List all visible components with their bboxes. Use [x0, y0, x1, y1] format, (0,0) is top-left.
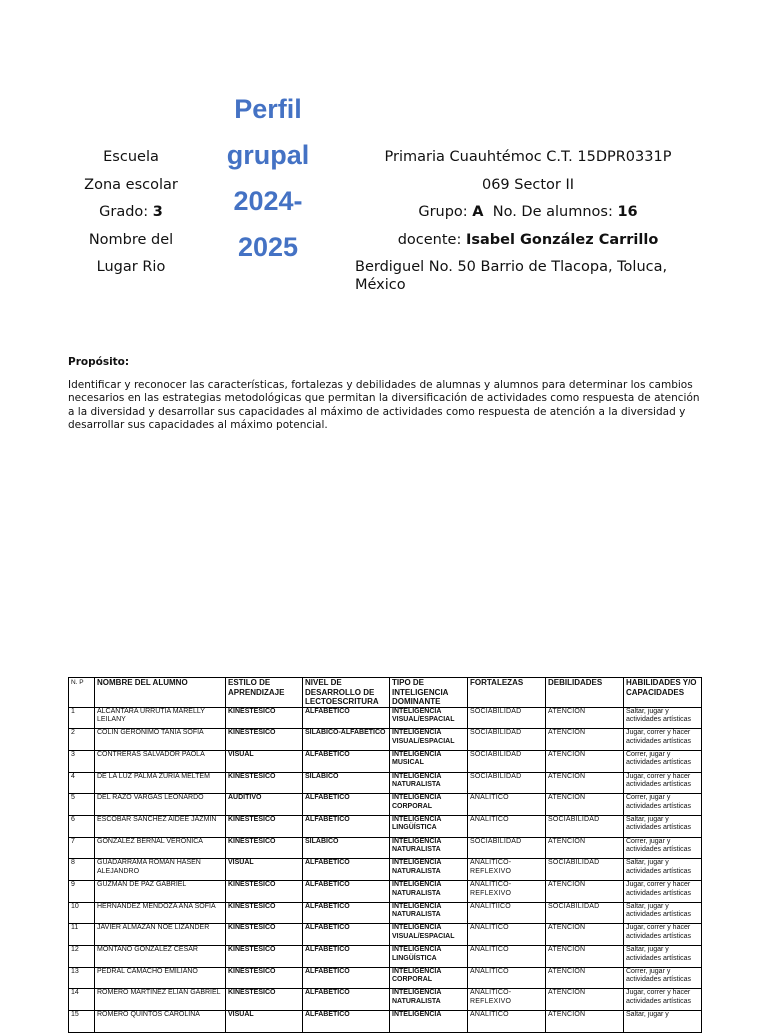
document-title: [212, 86, 324, 270]
school-info-labels: [66, 144, 196, 282]
cell-learning-style: KINESTESICO: [226, 772, 303, 794]
cell-abilities: Correr, jugar y actividades artísticas: [624, 750, 702, 772]
title-line: 2025: [237, 232, 299, 262]
table-row: [69, 815, 702, 837]
cell-literacy-level: ALFABETICO: [303, 1011, 390, 1033]
cell-number: 14: [69, 989, 95, 1011]
table-row: [69, 772, 702, 794]
table-row: [69, 707, 702, 729]
cell-weaknesses: ATENCION: [546, 837, 624, 859]
cell-intelligence: INTELIGENCIA: [390, 1011, 468, 1033]
cell-weaknesses: ATENCION: [546, 881, 624, 903]
table-row: [69, 729, 702, 751]
alumnos-label: No. De alumnos:: [492, 204, 613, 220]
cell-learning-style: KINESTESICO: [226, 946, 303, 968]
cell-learning-style: KINESTESICO: [226, 729, 303, 751]
table-row: [69, 902, 702, 924]
cell-strengths: ANALITICO: [468, 924, 546, 946]
cell-number: 15: [69, 1011, 95, 1033]
cell-student-name: HERNANDEZ MENDOZA ANA SOFIA: [95, 902, 226, 924]
cell-literacy-level: ALFABETICO: [303, 989, 390, 1011]
title-line: Perfil: [234, 94, 302, 124]
cell-student-name: JAVIER ALMAZAN NOE LIZANDER: [95, 924, 226, 946]
cell-abilities: Jugar, correr y hacer actividades artísticas: [624, 729, 702, 751]
table-row: [69, 967, 702, 989]
cell-literacy-level: ALFABETICO: [303, 924, 390, 946]
label-grado: [66, 199, 196, 227]
cell-student-name: DE LA LUZ PALMA ZURIA MELTEM: [95, 772, 226, 794]
cell-number: 7: [69, 837, 95, 859]
cell-learning-style: VISUAL: [226, 1011, 303, 1033]
cell-strengths: ANALITICO-REFLEXIVO: [468, 989, 546, 1011]
label-escuela: Escuela: [103, 149, 159, 165]
grupo-line: [352, 199, 704, 227]
cell-abilities: Correr, jugar y actividades artísticas: [624, 794, 702, 816]
cell-weaknesses: SOCIABILIDAD: [546, 859, 624, 881]
cell-weaknesses: ATENCION: [546, 729, 624, 751]
header-level: NIVEL DE DESARROLLO DE LECTOESCRITURA: [303, 678, 390, 708]
cell-learning-style: VISUAL: [226, 750, 303, 772]
cell-weaknesses: SOCIABILIDAD: [546, 815, 624, 837]
purpose-label: Propósito:: [68, 356, 130, 368]
cell-strengths: ANALITICO-REFLEXIVO: [468, 881, 546, 903]
table-row: [69, 837, 702, 859]
cell-intelligence: INTELIGENCIA NATURALISTA: [390, 902, 468, 924]
cell-literacy-level: ALFABETICO: [303, 902, 390, 924]
cell-student-name: COLIN GERONIMO TANIA SOFIA: [95, 729, 226, 751]
header-intelligence: TIPO DE INTELIGENCIA DOMINANTE: [390, 678, 468, 708]
cell-abilities: Saltar, jugar y actividades artísticas: [624, 859, 702, 881]
cell-intelligence: INTELIGENCIA VISUAL/ESPACIAL: [390, 924, 468, 946]
alumnos-value: 16: [617, 204, 638, 220]
cell-intelligence: INTELIGENCIA NATURALISTA: [390, 989, 468, 1011]
grupo-value: A: [472, 204, 484, 220]
cell-abilities: Jugar, correr y hacer actividades artísticas: [624, 881, 702, 903]
cell-weaknesses: ATENCION: [546, 772, 624, 794]
cell-student-name: CONTRERAS SALVADOR PAOLA: [95, 750, 226, 772]
label-nombre: Nombre del: [88, 231, 174, 248]
cell-number: 13: [69, 967, 95, 989]
table-row: [69, 881, 702, 903]
cell-strengths: SOCIABILIDAD: [468, 729, 546, 751]
cell-learning-style: KINESTESICO: [226, 924, 303, 946]
label-lugar: Lugar Rio: [96, 259, 166, 275]
cell-number: 2: [69, 729, 95, 751]
cell-weaknesses: ATENCION: [546, 989, 624, 1011]
title-line: 2024-: [233, 186, 303, 216]
cell-student-name: ROMERO QUINTOS CAROLINA: [95, 1011, 226, 1033]
cell-strengths: ANALITICO: [468, 794, 546, 816]
cell-abilities: Saltar, jugar y actividades artísticas: [624, 946, 702, 968]
cell-intelligence: INTELIGENCIA NATURALISTA: [390, 837, 468, 859]
cell-weaknesses: ATENCION: [546, 794, 624, 816]
cell-literacy-level: ALFABETICO: [303, 750, 390, 772]
cell-student-name: MONTAÑO GONZALEZ CESAR: [95, 946, 226, 968]
cell-number: 5: [69, 794, 95, 816]
cell-learning-style: KINESTESICO: [226, 902, 303, 924]
cell-literacy-level: SILABICO: [303, 772, 390, 794]
cell-intelligence: INTELIGENCIA NATURALISTA: [390, 881, 468, 903]
cell-abilities: Jugar, correr y hacer actividades artísticas: [624, 989, 702, 1011]
header-weaknesses: DEBILIDADES: [546, 678, 624, 708]
cell-number: 1: [69, 707, 95, 729]
cell-intelligence: INTELIGENCIA CORPORAL: [390, 967, 468, 989]
zone-value: 069 Sector II: [481, 176, 575, 193]
cell-abilities: Saltar, jugar y actividades artísticas: [624, 902, 702, 924]
cell-literacy-level: SILABICO-ALFABETICO: [303, 729, 390, 751]
cell-literacy-level: ALFABETICO: [303, 707, 390, 729]
cell-weaknesses: ATENCION: [546, 967, 624, 989]
cell-literacy-level: ALFABETICO: [303, 815, 390, 837]
docente-label: docente:: [397, 231, 462, 248]
cell-student-name: ROMERO MARTINEZ ELIAN GABRIEL: [95, 989, 226, 1011]
cell-literacy-level: ALFABETICO: [303, 794, 390, 816]
cell-strengths: ANALITICO: [468, 967, 546, 989]
header-style: ESTILO DE APRENDIZAJE: [226, 678, 303, 708]
purpose-text: Identificar y reconocer las características, fortalezas y debilidades de alumnas y alumnos para determinar los cambios necesarios en las estrategias metodológicas que permitan la diversificación de actividades como respuesta de atención a la diversidad y desarrollar sus capacidades al máximo de actividades como respuesta de atención a la diversidad y desarrollar sus capacidades al máximo potencial.: [68, 378, 700, 432]
cell-learning-style: KINESTESICO: [226, 967, 303, 989]
cell-student-name: PEDRAL CAMACHO EMILIANO: [95, 967, 226, 989]
cell-intelligence: INTELIGENCIA NATURALISTA: [390, 859, 468, 881]
header-name: NOMBRE DEL ALUMNO: [95, 678, 226, 708]
cell-number: 8: [69, 859, 95, 881]
address: Berdiguel No. 50 Barrio de Tlacopa, Toluca, México: [355, 259, 668, 293]
cell-number: 9: [69, 881, 95, 903]
cell-number: 10: [69, 902, 95, 924]
cell-student-name: GUADARRAMA ROMAN HASEN ALEJANDRO: [95, 859, 226, 881]
cell-weaknesses: SOCIABILIDAD: [546, 902, 624, 924]
cell-intelligence: INTELIGENCIA VISUAL/ESPACIAL: [390, 707, 468, 729]
cell-intelligence: INTELIGENCIA LINGÜÍSTICA: [390, 815, 468, 837]
cell-learning-style: KINESTESICO: [226, 881, 303, 903]
table-row: [69, 750, 702, 772]
table-row: [69, 1011, 702, 1033]
cell-number: 11: [69, 924, 95, 946]
cell-strengths: SOCIABILIDAD: [468, 707, 546, 729]
purpose-section: [68, 356, 708, 433]
docente-line: [352, 227, 704, 255]
student-profile-table: [68, 677, 702, 1033]
cell-strengths: ANALITICO: [468, 1011, 546, 1033]
cell-student-name: DEL RAZO VARGAS LEONARDO: [95, 794, 226, 816]
cell-number: 6: [69, 815, 95, 837]
cell-abilities: Saltar, jugar y: [624, 1011, 702, 1033]
cell-weaknesses: ATENCION: [546, 707, 624, 729]
cell-number: 3: [69, 750, 95, 772]
cell-number: 4: [69, 772, 95, 794]
cell-learning-style: KINESTESICO: [226, 815, 303, 837]
cell-number: 12: [69, 946, 95, 968]
cell-weaknesses: ATENCION: [546, 924, 624, 946]
school-name: Primaria Cuauhtémoc C.T. 15DPR0331P: [384, 149, 672, 165]
cell-intelligence: INTELIGENCIA MUSICAL: [390, 750, 468, 772]
cell-weaknesses: ATENCION: [546, 946, 624, 968]
cell-intelligence: INTELIGENCIA CORPORAL: [390, 794, 468, 816]
cell-strengths: SOCIABILIDAD: [468, 750, 546, 772]
cell-student-name: GUZMAN DE PAZ GABRIEL: [95, 881, 226, 903]
cell-learning-style: VISUAL: [226, 859, 303, 881]
label-zona: Zona escolar: [84, 176, 178, 193]
cell-weaknesses: ATENCION: [546, 750, 624, 772]
title-line: grupal: [226, 140, 310, 170]
table-header-row: [69, 678, 702, 708]
cell-literacy-level: ALFABETICO: [303, 946, 390, 968]
cell-abilities: Jugar, correr y hacer actividades artísticas: [624, 924, 702, 946]
cell-learning-style: KINESTESICO: [226, 989, 303, 1011]
table-row: [69, 946, 702, 968]
cell-intelligence: INTELIGENCIA NATURALISTA: [390, 772, 468, 794]
cell-abilities: Saltar, jugar y actividades artísticas: [624, 707, 702, 729]
table-row: [69, 924, 702, 946]
cell-abilities: Correr, jugar y actividades artísticas: [624, 837, 702, 859]
cell-strengths: ANALITICO-REFLEXIVO: [468, 859, 546, 881]
cell-intelligence: INTELIGENCIA VISUAL/ESPACIAL: [390, 729, 468, 751]
docente-value: Isabel González Carrillo: [465, 231, 659, 248]
cell-student-name: ESCOBAR SANCHEZ AIDEE JAZMIN: [95, 815, 226, 837]
cell-strengths: ANALITICO: [468, 946, 546, 968]
school-info-values: [352, 144, 704, 294]
cell-abilities: Saltar, jugar y actividades artísticas: [624, 815, 702, 837]
cell-abilities: Jugar, correr y hacer actividades artísticas: [624, 772, 702, 794]
cell-literacy-level: SILABICO: [303, 837, 390, 859]
header-np: N. P: [69, 678, 95, 708]
cell-student-name: ALCANTARA URRUTIA MARELLY LEILANY: [95, 707, 226, 729]
cell-student-name: GONZALEZ BERNAL VERONICA: [95, 837, 226, 859]
grado-value: 3: [152, 204, 163, 220]
cell-abilities: Correr, jugar y actividades artísticas: [624, 967, 702, 989]
cell-literacy-level: ALFABETICO: [303, 881, 390, 903]
grupo-label: Grupo:: [418, 204, 468, 220]
cell-learning-style: AUDITIVO: [226, 794, 303, 816]
cell-learning-style: KINESTESICO: [226, 837, 303, 859]
cell-weaknesses: ATENCION: [546, 1011, 624, 1033]
cell-literacy-level: ALFABETICO: [303, 967, 390, 989]
table-row: [69, 794, 702, 816]
cell-strengths: ANALITICO: [468, 815, 546, 837]
cell-intelligence: INTELIGENCIA LINGÜÍSTICA: [390, 946, 468, 968]
table-row: [69, 989, 702, 1011]
header-abilities: HABILIDADES Y/O CAPACIDADES: [624, 678, 702, 708]
cell-strengths: SOCIABILIDAD: [468, 837, 546, 859]
header-strengths: FORTALEZAS: [468, 678, 546, 708]
grado-label: Grado:: [99, 204, 149, 220]
table-row: [69, 859, 702, 881]
cell-strengths: SOCIABILIDAD: [468, 772, 546, 794]
cell-strengths: ANALITIICO: [468, 902, 546, 924]
cell-literacy-level: ALFABETICO: [303, 859, 390, 881]
cell-learning-style: KINESTESICO: [226, 707, 303, 729]
